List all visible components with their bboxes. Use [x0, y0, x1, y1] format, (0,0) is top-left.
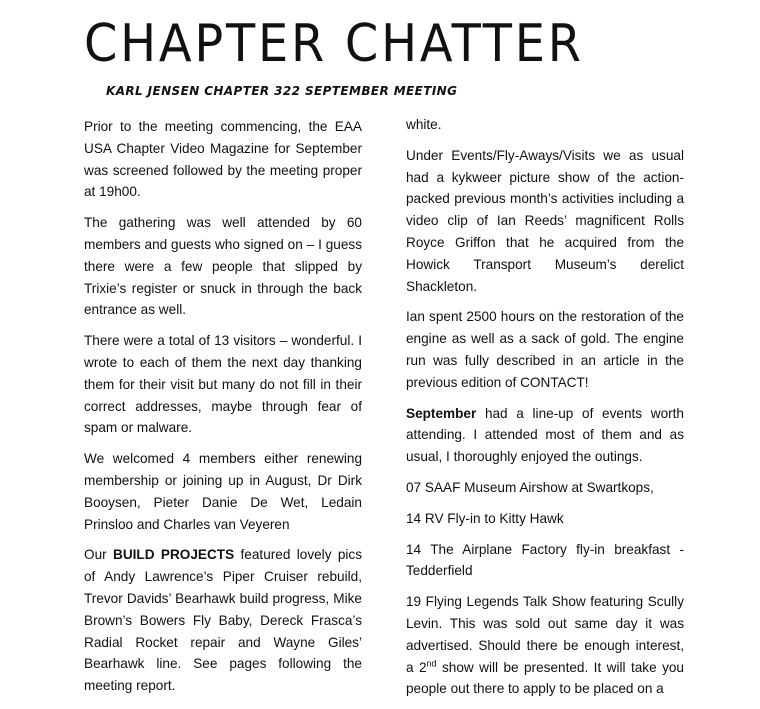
paragraph-restoration: Ian spent 2500 hours on the restoration of the engine as well as a sack of gold. The engine run was fully described in an article in the previous edition of CONTACT! — [406, 309, 684, 390]
paragraph-build-projects — [84, 544, 362, 697]
right-column — [406, 114, 684, 709]
event-item-airplane-factory: 14 The Airplane Factory fly-in breakfast - Tedderfield — [406, 541, 684, 579]
paragraph-video-magazine: Prior to the meeting commencing, the EAA USA Chapter Video Magazine for September was screened followed by the meeting proper at 19h00. — [84, 119, 362, 200]
paragraph-continued: white. — [406, 117, 442, 132]
event-item-rv-flyin: 14 RV Fly-in to Kitty Hawk — [406, 510, 564, 526]
left-column — [84, 116, 362, 706]
event-item-airshow: 07 SAAF Museum Airshow at Swartkops, — [406, 479, 654, 495]
talk-show-superscript: nd — [426, 658, 437, 668]
september-text: had a line-up of events worth attending. I attended most of them and as usual, I thoroughly enjoyed the outings. — [406, 405, 684, 465]
talk-show-text: 19 Flying Legends Talk Show featuring Scully Levin. This was sold out same day it was advertised. Should there be enough interest, a 2 — [406, 594, 684, 675]
build-projects-text: featured lovely pics of Andy Lawrence’s Piper Cruiser rebuild, Trevor Davids’ Bearhawk build progress, Mike Brown’s Bowers Fly Baby, Dereck Frasca’s Radial Rocket repair and Wayne Giles’ Bearhawk line. See pages following the meeting report. — [84, 547, 363, 694]
event-item-talk-show — [406, 591, 684, 700]
september-heading: September — [406, 405, 477, 421]
build-projects-heading: BUILD PROJECTS — [113, 547, 235, 563]
newsletter-title: CHAPTER CHATTER — [84, 14, 584, 74]
paragraph-new-members: We welcomed 4 members either renewing membership or joining up in August, Dr Dirk Booysen, Pieter Danie De Wet, Ledain Prinsloo and Charles van Veyeren — [84, 451, 362, 532]
build-projects-prefix: Our — [84, 547, 114, 563]
paragraph-september — [406, 403, 684, 468]
newsletter-subtitle: KARL JENSEN CHAPTER 322 SEPTEMBER MEETING — [106, 84, 458, 98]
talk-show-text-continued: show will be presented. It will take you people out there to apply to be placed on a — [406, 659, 684, 697]
paragraph-events: Under Events/Fly-Aways/Visits we as usual had a kykweer picture show of the action-packed previous month’s activities including a video clip of Ian Reeds’ magnificent Rolls Royce Griffon that he acquired from the Howick Transport Museum’s derelict Shackleton. — [406, 147, 684, 294]
paragraph-visitors: There were a total of 13 visitors – wonderful. I wrote to each of them the next day thanking them for their visit but many do not fill in their correct addresses, maybe through fear of spam or malware. — [84, 333, 362, 436]
paragraph-attendance: The gathering was well attended by 60 members and guests who signed on – I guess there were a few people that slipped by Trixie’s register or snuck in through the back entrance as well. — [84, 215, 362, 318]
